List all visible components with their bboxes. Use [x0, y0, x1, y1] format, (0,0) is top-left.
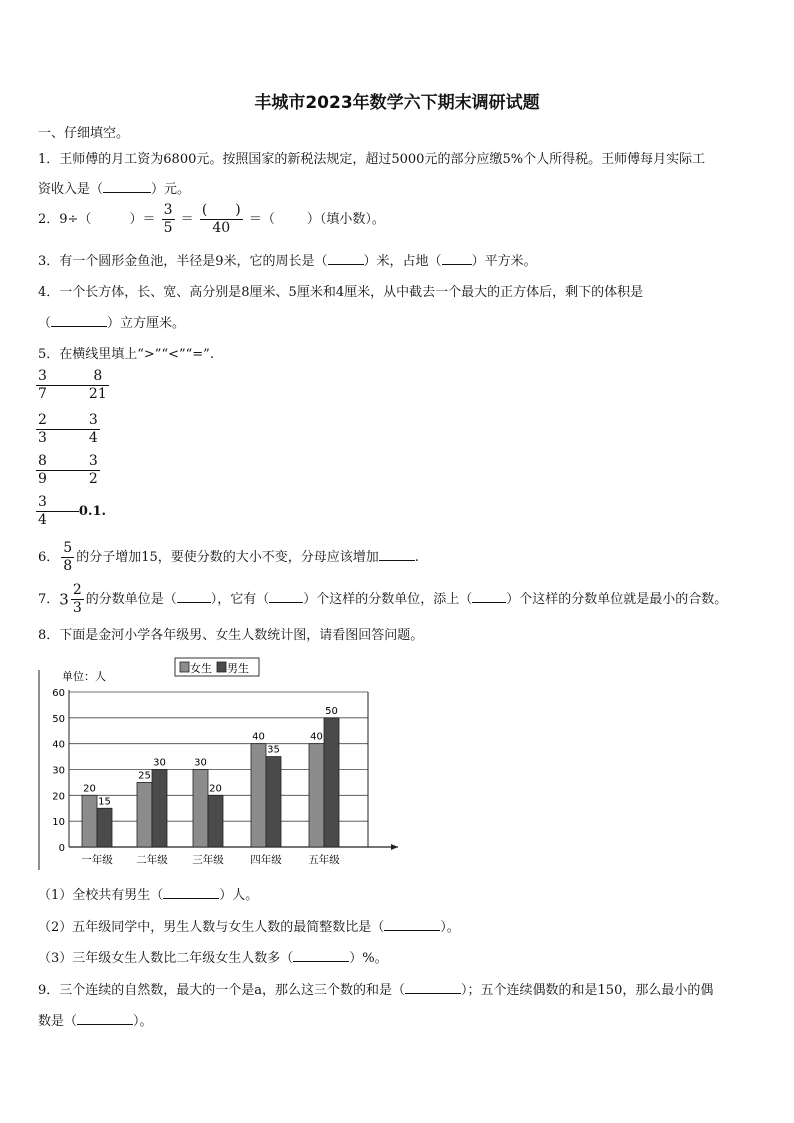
compare-blank[interactable]	[49, 470, 87, 471]
q7-text-b: ），它有（	[210, 592, 270, 607]
q6-number: 6．	[38, 550, 60, 565]
bar-value-label: 40	[252, 731, 265, 743]
bar-value-label: 35	[267, 744, 280, 756]
q7-text-a: 的分数单位是（	[85, 592, 177, 607]
bar-boys	[208, 795, 223, 847]
q4-blank[interactable]	[51, 314, 107, 327]
legend-label-boys: 男生	[227, 662, 249, 675]
q7-number: 7．	[38, 592, 60, 607]
y-tick-label: 0	[58, 843, 65, 854]
q8-sub3-text-a: （3）三年级女生人数比二年级女生人数多（	[38, 951, 294, 966]
compare-row-3	[36, 453, 100, 488]
bar-value-label: 30	[153, 757, 166, 769]
question-4-line1: 4．一个长方体，长、宽、高分别是8厘米、5厘米和4厘米，从中截去一个最大的正方体后，剩下的体积是	[38, 285, 644, 300]
q2-text-2: ）＝	[129, 212, 156, 227]
x-axis-arrow	[391, 844, 398, 850]
bar-boys	[97, 808, 112, 847]
q2-text-1: 2．9÷（	[38, 212, 92, 227]
question-6	[38, 540, 419, 575]
q7-text-d: ）个这样的分数单位就是最小的合数。	[506, 592, 728, 607]
bar-value-label: 25	[138, 770, 151, 782]
bar-value-label: 40	[310, 731, 323, 743]
x-tick-label: 五年级	[308, 854, 340, 866]
bar-boys	[152, 770, 167, 848]
q9-text-c: 数是（	[38, 1014, 78, 1029]
q3-text-a: 3．有一个圆形金鱼池，半径是9米，它的周长是（	[38, 254, 328, 269]
compare-row-2	[36, 412, 100, 447]
q8-sub2-blank[interactable]	[384, 918, 440, 931]
bar-girls	[193, 770, 208, 848]
x-tick-label: 三年级	[192, 854, 224, 866]
question-2	[38, 202, 385, 237]
q2-equals: ＝	[180, 212, 194, 227]
y-tick-label: 50	[52, 713, 65, 725]
question-9-line2	[38, 1010, 153, 1029]
q3-text-b: ）米，占地（	[363, 254, 442, 269]
bar-value-label: 30	[194, 757, 207, 769]
question-8-prompt: 8．下面是金河小学各年级男、女生人数统计图，请看图回答问题。	[38, 628, 424, 643]
compare-left-fraction: $\frac{3}{4}$	[38, 494, 47, 528]
y-tick-label: 40	[52, 739, 65, 751]
compare-left-fraction: $\frac{2}{3}$	[38, 412, 47, 446]
question-8-sub-3	[38, 947, 388, 966]
y-tick-label: 10	[52, 817, 65, 829]
q8-sub1-blank[interactable]	[163, 886, 219, 899]
q3-text-c: ）平方米。	[471, 254, 537, 269]
question-1-line2	[38, 178, 190, 197]
compare-blank[interactable]	[49, 511, 79, 512]
question-3	[38, 250, 537, 269]
y-tick-label: 60	[52, 688, 65, 699]
q9-text-b: ）；五个连续偶数的和是150，那么最小的偶	[461, 983, 714, 998]
q2-fraction-2[interactable]: $\frac{( )}{40}$	[201, 202, 241, 236]
compare-right-value: 0.1.	[78, 504, 107, 519]
compare-row-1	[36, 368, 109, 403]
x-tick-label: 二年级	[136, 854, 168, 866]
q8-sub2-text-a: （2）五年级同学中，男生人数与女生人数的最简整数比是（	[38, 920, 385, 935]
q6-text: 的分子增加15，要使分数的大小不变，分母应该增加	[76, 550, 379, 565]
bar-girls	[251, 744, 266, 847]
question-8-sub-1	[38, 884, 258, 903]
q7-text-c: ）个这样的分数单位，添上（	[303, 592, 473, 607]
q8-sub1-text-b: ）人。	[219, 888, 259, 903]
q6-end: .	[414, 550, 419, 565]
q6-fraction: $\frac{5}{8}$	[63, 540, 73, 574]
q7-fraction: $\frac{2}{3}$	[72, 582, 82, 616]
question-8-sub-2	[38, 916, 460, 935]
compare-left-fraction: $\frac{8}{9}$	[38, 453, 47, 487]
q7-whole: 3	[59, 590, 69, 609]
compare-blank[interactable]	[49, 429, 87, 430]
bar-girls	[137, 782, 152, 847]
bar-girls	[309, 744, 324, 847]
q3-blank-1[interactable]	[328, 252, 364, 265]
q7-blank-1[interactable]	[177, 590, 211, 603]
q9-blank-1[interactable]	[405, 981, 461, 994]
q8-sub2-text-b: ）。	[440, 920, 460, 935]
q8-sub3-blank[interactable]	[293, 949, 349, 962]
legend	[175, 658, 259, 676]
bar-value-label: 20	[83, 783, 96, 795]
q7-blank-3[interactable]	[472, 590, 506, 603]
bar-value-label: 20	[209, 783, 222, 795]
bar-chart	[36, 652, 416, 874]
bar-value-label: 50	[325, 705, 338, 717]
q8-sub3-text-b: ）%。	[349, 951, 388, 966]
q1-answer-blank[interactable]	[103, 180, 151, 193]
compare-row-4	[36, 494, 106, 529]
q3-blank-2[interactable]	[442, 252, 472, 265]
bar-value-label: 15	[98, 796, 111, 808]
compare-blank[interactable]	[49, 385, 87, 386]
legend-swatch-girls	[180, 662, 189, 672]
q2-fraction-1: $\frac{3}{5}$	[163, 202, 173, 236]
q9-text-d: ）。	[133, 1014, 153, 1029]
q9-text-a: 9．三个连续的自然数，最大的一个是a，那么这三个数的和是（	[38, 983, 406, 998]
q4-text-a: （	[38, 316, 52, 331]
question-1-line1: 1．王师傅的月工资为6800元。按照国家的新税法规定，超过5000元的部分应缴5%个人所得税。王师傅每月实际工	[38, 152, 706, 167]
legend-swatch-boys	[217, 662, 226, 672]
bar-girls	[82, 795, 97, 847]
section-heading: 一、仔细填空。	[38, 126, 130, 141]
x-tick-label: 四年级	[250, 854, 282, 866]
q8-sub1-text-a: （1）全校共有男生（	[38, 888, 164, 903]
question-7	[38, 582, 727, 617]
q6-blank[interactable]	[379, 548, 415, 561]
question-4-line2	[38, 312, 185, 331]
x-tick-label: 一年级	[81, 854, 113, 866]
q1-text-a: 资收入是（	[38, 182, 104, 197]
unit-label: 单位：人	[62, 670, 106, 683]
compare-left-fraction: $\frac{3}{7}$	[38, 368, 47, 402]
compare-right-fraction: $\frac{3}{2}$	[88, 453, 98, 487]
legend-label-girls: 女生	[190, 662, 212, 675]
question-5-prompt: 5．在横线里填上“>”“<”“=”.	[38, 347, 214, 362]
q1-text-b: ）元。	[151, 182, 191, 197]
page-title: 丰城市2023年数学六下期末调研试题	[254, 93, 540, 113]
q7-blank-2[interactable]	[269, 590, 303, 603]
q9-blank-2[interactable]	[77, 1012, 133, 1025]
q2-text-3: ＝（	[248, 212, 275, 227]
y-tick-label: 20	[52, 791, 65, 803]
bar-boys	[266, 757, 281, 847]
y-tick-label: 30	[52, 765, 65, 777]
q4-text-b: ）立方厘米。	[107, 316, 186, 331]
bar-boys	[324, 718, 339, 847]
q2-text-4: ）（填小数）。	[306, 212, 385, 227]
compare-right-fraction: $\frac{3}{4}$	[88, 412, 98, 446]
question-9-line1	[38, 979, 713, 998]
compare-right-fraction: $\frac{8}{21}$	[88, 368, 107, 402]
